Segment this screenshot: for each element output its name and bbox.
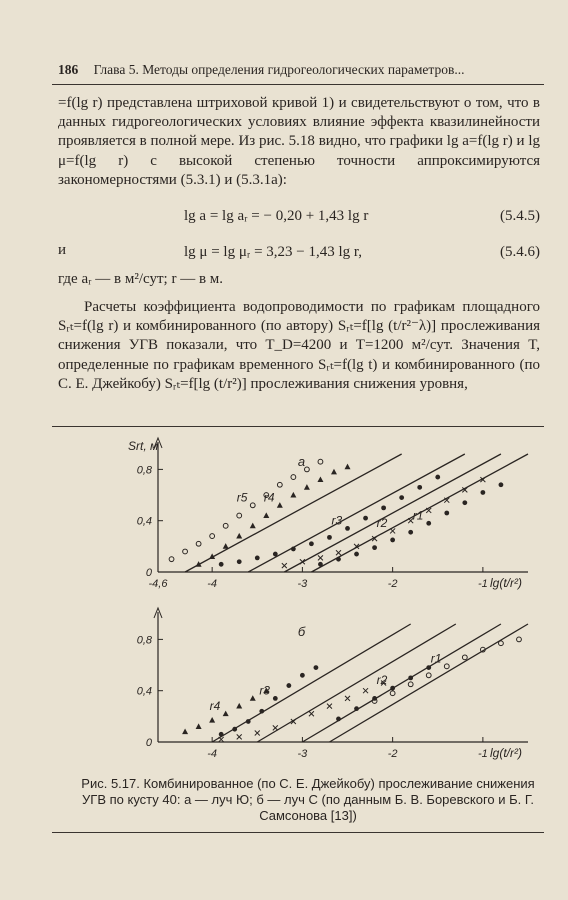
data-point-triangle <box>223 711 229 717</box>
y-axis-label: Srt, м <box>128 439 159 453</box>
data-point-open-circle <box>169 557 174 562</box>
data-point-filled-circle <box>327 535 332 540</box>
figure-bottom-rule <box>52 832 544 833</box>
series-label: r2 <box>376 515 388 530</box>
equation-prefix: и <box>58 242 67 258</box>
data-point-cross <box>327 704 332 709</box>
series-label: r5 <box>236 490 248 505</box>
x-tick-label: -3 <box>297 578 308 590</box>
data-point-filled-circle <box>354 552 359 557</box>
equation-5-4-5 <box>58 208 540 228</box>
data-point-open-circle <box>210 534 215 539</box>
y-tick-label: 0,4 <box>136 515 152 528</box>
figure-caption: Рис. 5.17. Комбинированное (по С. Е. Джейкобу) прослеживание снижения УГВ по кусту 40: а — луч Ю; б — луч С (по данным Б. В. Боревского и Б. Г. Самсонова [13]) <box>81 776 535 823</box>
data-point-triangle <box>263 512 269 518</box>
x-axis-label: lg(t/r²) <box>490 746 522 760</box>
data-point-filled-circle <box>444 511 449 516</box>
data-point-triangle <box>196 723 202 729</box>
data-point-open-circle <box>305 467 310 472</box>
y-tick-label: 0,4 <box>136 685 152 698</box>
data-point-cross <box>363 688 368 693</box>
equation-label: (5.4.6) <box>500 244 540 260</box>
data-point-open-circle <box>196 541 201 546</box>
x-tick-label: -4,6 <box>148 578 168 590</box>
data-point-open-circle <box>426 673 431 678</box>
figure-top-rule <box>52 426 544 427</box>
data-point-filled-circle <box>480 490 485 495</box>
data-point-open-circle <box>499 641 504 646</box>
data-point-triangle <box>290 492 296 498</box>
data-point-filled-circle <box>309 541 314 546</box>
equation-text: lg μ = lg μᵣ = 3,23 − 1,43 lg r, <box>184 244 363 260</box>
header-rule <box>52 84 544 85</box>
trend-line <box>302 624 501 742</box>
running-header <box>58 62 542 78</box>
chart-panel-a <box>118 434 548 600</box>
data-point-filled-circle <box>259 709 264 714</box>
series-label: r2 <box>376 673 388 688</box>
series-label: r1 <box>430 651 442 666</box>
data-point-filled-circle <box>462 500 467 505</box>
data-point-filled-circle <box>232 727 237 732</box>
data-point-filled-circle <box>390 538 395 543</box>
data-point-filled-circle <box>237 559 242 564</box>
data-point-triangle <box>304 484 310 490</box>
x-tick-label: -4 <box>207 748 218 760</box>
data-point-filled-circle <box>219 562 224 567</box>
data-point-cross <box>390 528 395 533</box>
data-point-triangle <box>236 703 242 709</box>
trend-line <box>257 624 456 742</box>
data-point-filled-circle <box>273 552 278 557</box>
data-point-triangle <box>345 464 351 470</box>
data-point-open-circle <box>183 549 188 554</box>
data-point-cross <box>237 734 242 739</box>
x-tick-label: -2 <box>387 578 398 590</box>
data-point-filled-circle <box>291 547 296 552</box>
data-point-triangle <box>277 502 283 508</box>
data-point-filled-circle <box>286 683 291 688</box>
data-point-filled-circle <box>354 706 359 711</box>
y-tick-label: 0,8 <box>136 634 152 647</box>
data-point-open-circle <box>237 513 242 518</box>
equation-text: lg a = lg aᵣ = − 0,20 + 1,43 lg r <box>184 208 369 224</box>
data-point-filled-circle <box>390 686 395 691</box>
trend-line <box>284 454 501 572</box>
trend-line <box>185 454 402 572</box>
data-point-triangle <box>209 717 215 723</box>
data-point-filled-circle <box>426 521 431 526</box>
x-tick-label: -1 <box>477 748 488 760</box>
data-point-triangle <box>182 729 188 735</box>
series-label: r4 <box>263 490 275 505</box>
data-point-filled-circle <box>345 526 350 531</box>
chart-panel-b <box>118 604 548 770</box>
data-point-open-circle <box>250 503 255 508</box>
x-tick-label: -4 <box>207 578 218 590</box>
x-axis-label: lg(t/r²) <box>490 576 522 590</box>
data-point-filled-circle <box>318 562 323 567</box>
data-point-filled-circle <box>219 732 224 737</box>
data-point-filled-circle <box>246 719 251 724</box>
data-point-open-circle <box>408 682 413 687</box>
data-point-open-circle <box>462 655 467 660</box>
data-point-triangle <box>223 543 229 549</box>
data-point-open-circle <box>444 664 449 669</box>
paragraph-1: =f(lg r) представлена штриховой кривой 1) и свидетельствуют о том, что в данных гидрогеологических условиях влияние эффекта квазилинейности проявляется в полной мере. Из рис. 5.18 видно, что графики lg a=f(lg r) и lg μ=f(lg r) с высокой степенью точности аппроксимируются закономерностями (5.3.1) и (5.3.1a): <box>58 95 540 188</box>
data-point-filled-circle <box>363 516 368 521</box>
data-point-filled-circle <box>372 545 377 550</box>
series-label: r3 <box>259 683 270 698</box>
y-tick-label: 0,8 <box>136 464 152 477</box>
y-tick-label: 0 <box>145 737 152 749</box>
x-tick-label: -2 <box>387 748 398 760</box>
equation-5-4-6 <box>58 230 540 262</box>
panel-label: а <box>297 454 306 469</box>
chapter-title: Глава 5. Методы определения гидрогеологических параметров... <box>93 62 465 77</box>
data-point-triangle <box>250 523 256 529</box>
data-point-filled-circle <box>255 555 260 560</box>
data-point-filled-circle <box>314 665 319 670</box>
data-point-filled-circle <box>408 675 413 680</box>
data-point-triangle <box>250 695 256 701</box>
panel-label: б <box>297 624 306 639</box>
data-point-open-circle <box>223 523 228 528</box>
data-point-filled-circle <box>336 557 341 562</box>
series-label: r4 <box>209 698 221 713</box>
paragraph-2: Расчеты коэффициента водопроводимости по графикам площадного Sᵣₜ=f(lg r) и комбинированного (по автору) Sᵣₜ=f[lg (t/r²⁻λ)] прослеживания снижения УГВ показали, что T_D=4200 и T=1200 м²/сут. Значения T, определенные по графикам временного Sᵣₜ=f(lg t) и комбинированного (по С. Е. Джейкобу) Sᵣₜ=f[lg (t/r²)] прослеживания снижения уровня, <box>58 299 540 392</box>
data-point-cross <box>282 563 287 568</box>
data-point-cross <box>336 550 341 555</box>
data-point-triangle <box>331 469 337 475</box>
series-label: r3 <box>331 513 343 528</box>
x-tick-label: -3 <box>297 748 308 760</box>
data-point-open-circle <box>390 691 395 696</box>
data-point-filled-circle <box>336 717 341 722</box>
data-point-filled-circle <box>417 485 422 490</box>
page-number: 186 <box>58 62 79 77</box>
data-point-open-circle <box>318 459 323 464</box>
data-point-filled-circle <box>499 482 504 487</box>
data-point-filled-circle <box>426 665 431 670</box>
data-point-filled-circle <box>273 696 278 701</box>
data-point-cross <box>318 555 323 560</box>
data-point-filled-circle <box>399 495 404 500</box>
y-tick-label: 0 <box>145 567 152 579</box>
series-label: r1 <box>412 508 424 523</box>
trend-line <box>329 624 528 742</box>
data-point-cross <box>255 731 260 736</box>
data-point-triangle <box>236 533 242 539</box>
data-point-open-circle <box>517 637 522 642</box>
data-point-triangle <box>317 476 323 482</box>
data-point-filled-circle <box>300 673 305 678</box>
data-point-filled-circle <box>408 530 413 535</box>
data-point-open-circle <box>291 475 296 480</box>
data-point-cross <box>309 711 314 716</box>
data-point-open-circle <box>277 482 282 487</box>
x-tick-label: -1 <box>477 578 488 590</box>
data-point-filled-circle <box>381 505 386 510</box>
data-point-cross <box>345 696 350 701</box>
equation-label: (5.4.5) <box>500 208 540 224</box>
units-line: где aᵣ — в м²/сут; r — в м. <box>58 271 224 287</box>
data-point-cross <box>219 737 224 742</box>
data-point-filled-circle <box>435 475 440 480</box>
data-point-cross <box>273 725 278 730</box>
